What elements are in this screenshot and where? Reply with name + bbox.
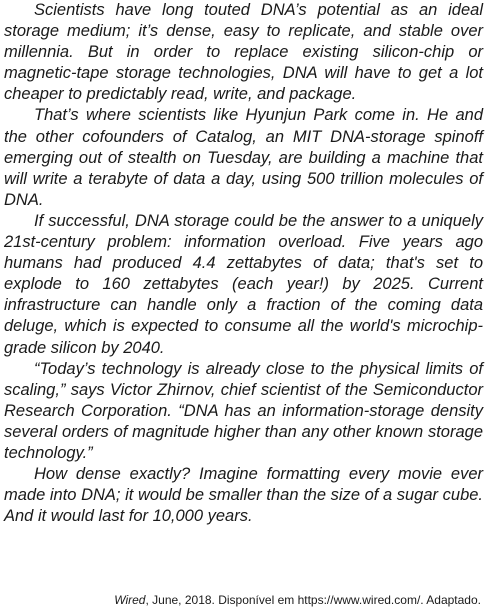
source-citation xyxy=(114,592,481,608)
article-paragraph-1: Scientists have long touted DNA’s potential as an ideal storage medium; it’s dense, easy to replicate, and stable over millennia. But in order to replace existing silicon-chip or magnetic-tape storage technologies, DNA will have to get a lot cheaper to predictably read, write, and package. xyxy=(4,1,483,104)
article-body xyxy=(4,0,483,527)
article-paragraph-4: “Today’s technology is already close to the physical limits of scaling,” says Victor Zhirnov, chief scientist of the Semiconductor Research Corporation. “DNA has an information-storage density several orders of magnitude higher than any other known storage technology.” xyxy=(4,359,483,462)
article-paragraph-2: That’s where scientists like Hyunjun Park come in. He and the other cofounders of Catalog, an MIT DNA-storage spinoff emerging out of stealth on Tuesday, are building a machine that will write a terabyte of data a day, using 500 trillion molecules of DNA. xyxy=(4,106,483,209)
article-paragraph-3: If successful, DNA storage could be the answer to a uniquely 21st-century problem: information overload. Five years ago humans had produced 4.4 zettabytes of data; that's set to explode to 160 zettabytes (each year!) by 2025. Current infrastructure can handle only a fraction of the coming data deluge, which is expected to consume all the world's microchip-grade silicon by 2040. xyxy=(4,211,483,357)
source-publication: Wired xyxy=(114,593,146,607)
source-details: , June, 2018. Disponível em https://www.wired.com/. Adaptado. xyxy=(145,593,481,607)
article-paragraph-5: How dense exactly? Imagine formatting every movie ever made into DNA; it would be smaller than the size of a sugar cube. And it would last for 10,000 years. xyxy=(4,465,483,526)
